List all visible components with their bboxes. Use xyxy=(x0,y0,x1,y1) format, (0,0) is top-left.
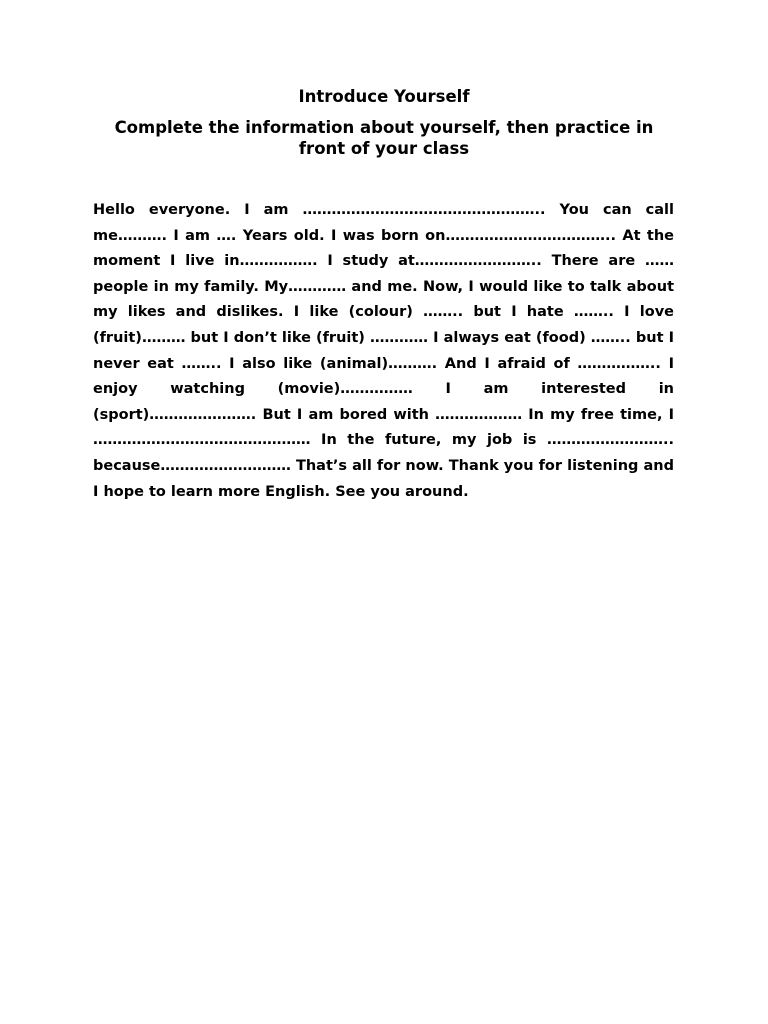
introduction-paragraph: Hello everyone. I am ………………………………………….. You can call me………. I am …. Years old. I was born on…………………………….. At the moment I live in……………. I study at…………………….. There are …… people in my family. My………… and me. Now, I would like to talk about my likes and dislikes. I like (colour) …….. but I hate …….. I love (fruit)……… but I don’t like (fruit) ………… I always eat (food) …….. but I never eat …….. I also like (animal)………. And I afraid of …………….. I enjoy watching (movie)…………… I am interested in (sport)…………………. But I am bored with ……………… In my free time, I ……………………………………… In the future, my job is …………………….. because……………………… That’s all for now. Thank you for listening and I hope to learn more English. See you around. xyxy=(93,202,674,500)
instructions-subtitle: Complete the information about yourself, then practice in front of your class xyxy=(114,118,654,158)
page-title: Introduce Yourself xyxy=(298,87,470,106)
